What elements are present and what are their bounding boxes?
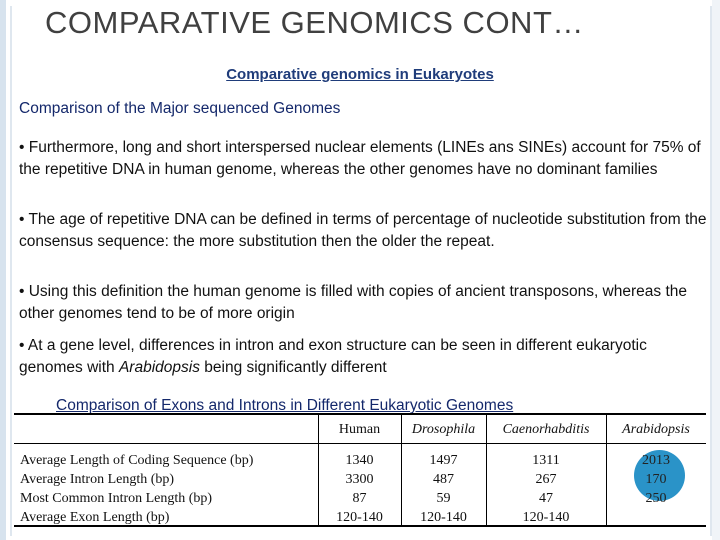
cell: 3300 (345, 472, 374, 487)
arabidopsis-emphasis: Arabidopsis (118, 359, 200, 376)
cell: 1497 (429, 453, 458, 468)
column-caenorhabditis (486, 451, 606, 527)
cell: 120-140 (420, 510, 467, 525)
row-label: Average Length of Coding Sequence (bp) (20, 453, 254, 468)
section-heading: Comparison of the Major sequenced Genomes (19, 100, 341, 117)
header-caenorhabditis: Caenorhabditis (502, 422, 590, 437)
cell: 487 (433, 472, 454, 487)
cell: 267 (535, 472, 557, 487)
cell: 2013 (642, 453, 670, 468)
bullet-gene-level-tail: being significantly different (199, 359, 387, 376)
cell: 59 (436, 491, 451, 506)
slide-title: COMPARATIVE GENOMICS CONT… (45, 5, 584, 40)
table-title: Comparison of Exons and Introns in Different Eukaryotic Genomes (56, 397, 514, 414)
bullet-repeat-age: • The age of repetitive DNA can be defined in terms of percentage of nucleotide substitution from the consensus sequence: the more substitution then the older the repeat. (19, 211, 707, 250)
cell: 250 (645, 491, 667, 506)
column-arabidopsis (606, 451, 706, 508)
header-drosophila: Drosophila (411, 422, 476, 437)
slide-subtitle: Comparative genomics in Eukaryotes (226, 66, 494, 83)
header-divider (14, 443, 706, 444)
cell: 1340 (345, 453, 374, 468)
bullet-gene-level-text: • At a gene level, differences in intron and exon structure can be seen in different eukaryotic genomes with (19, 337, 647, 376)
row-label: Average Exon Length (bp) (20, 510, 170, 525)
cell: 120-140 (336, 510, 383, 525)
cell: 120-140 (522, 510, 570, 525)
bullet-ancient-transposons: • Using this definition the human genome is filled with copies of ancient transposons, whereas the other genomes tend to be of more origin (19, 283, 687, 322)
header-human: Human (338, 422, 381, 437)
bullet-linEs-sines: • Furthermore, long and short interspersed nuclear elements (LINEs ans SINEs) account for 75% of the repetitive DNA in human genome, whereas the other genomes have no dominant families (19, 139, 701, 178)
row-labels (20, 451, 253, 527)
column-human (318, 451, 401, 527)
column-drosophila (401, 451, 486, 527)
exon-intron-table (14, 413, 706, 527)
header-arabidopsis: Arabidopsis (622, 422, 690, 437)
cell: 1311 (532, 453, 560, 468)
row-label: Average Intron Length (bp) (20, 472, 175, 487)
cell: 87 (352, 491, 367, 506)
cell: 170 (645, 472, 667, 487)
row-label: Most Common Intron Length (bp) (20, 491, 213, 506)
bullet-gene-level (19, 335, 709, 379)
cell: 47 (539, 491, 553, 506)
